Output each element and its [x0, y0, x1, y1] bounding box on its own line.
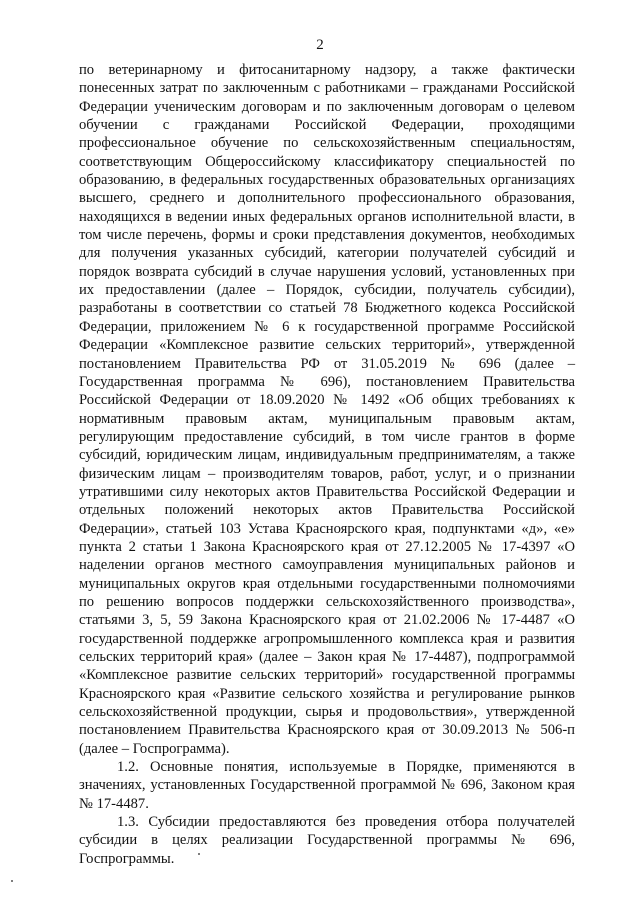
scan-speck — [11, 880, 13, 882]
scan-speck — [198, 853, 200, 855]
document-body — [79, 61, 575, 868]
paragraph-continuation: по ветеринарному и фитосанитарному надзору, а также фактически понесенных затрат по заключенным с работниками – гражданами Российской Федерации ученическим договорам и по заключенным договорам о целевом обучении с гражданами Российской Федерации, проходящими профессиональное обучение по сельскохозяйственным специальностям, соответствующим Общероссийскому классификатору специальностей по образованию, в федеральных государственных образовательных организациях высшего, среднего и дополнительного профессионального образования, находящихся в ведении иных федеральных органов исполнительной власти, в том числе перечень, формы и сроки представления документов, необходимых для получения указанных субсидий, категории получателей субсидий и порядок возврата субсидий в случае нарушения условий, установленных при их предоставлении (далее – Порядок, субсидии, получатель субсидии), разработаны в соответствии со статьей 78 Бюджетного кодекса Российской Федерации, приложением № 6 к государственной программе Российской Федерации «Комплексное развитие сельских территорий», утвержденной постановлением Правительства РФ от 31.05.2019 № 696 (далее – Государственная программа № 696), постановлением Правительства Российской Федерации от 18.09.2020 № 1492 «Об общих требованиях к нормативным правовым актам, муниципальным правовым актам, регулирующим предоставление субсидий, в том числе грантов в форме субсидий, юридическим лицам, индивидуальным предпринимателям, а также физическим лицам – производителям товаров, работ, услуг, и о признании утратившими силу некоторых актов Правительства Российской Федерации и отдельных положений некоторых актов Правительства Российской Федерации», статьей 103 Устава Красноярского края, подпунктами «д», «е» пункта 2 статьи 1 Закона Красноярского края от 27.12.2005 № 17-4397 «О наделении органов местного самоуправления муниципальных районов и муниципальных округов края отдельными государственными полномочиями по решению вопросов поддержки сельскохозяйственного производства», статьями 3, 5, 59 Закона Красноярского края от 21.02.2006 № 17-4487 «О государственной поддержке агропромышленного комплекса края и развития сельских территорий края» (далее – Закон края № 17-4487), подпрограммой «Комплексное развитие сельских территорий» государственной программы Красноярского края «Развитие сельского хозяйства и регулирование рынков сельскохозяйственной продукции, сырья и продовольствия», утвержденной постановлением Правительства Красноярского края от 30.09.2013 № 506-п (далее – Госпрограмма). — [79, 62, 575, 757]
paragraph-1-3: 1.3. Субсидии предоставляются без проведения отбора получателей субсидии в целях реализации Государственной программы № 696, Госпрограммы. — [79, 814, 575, 867]
page-number: 2 — [316, 37, 324, 53]
paragraph-1-2: 1.2. Основные понятия, используемые в Порядке, применяются в значениях, установленных Государственной программой № 696, Законом края № 17-4487. — [79, 759, 575, 812]
